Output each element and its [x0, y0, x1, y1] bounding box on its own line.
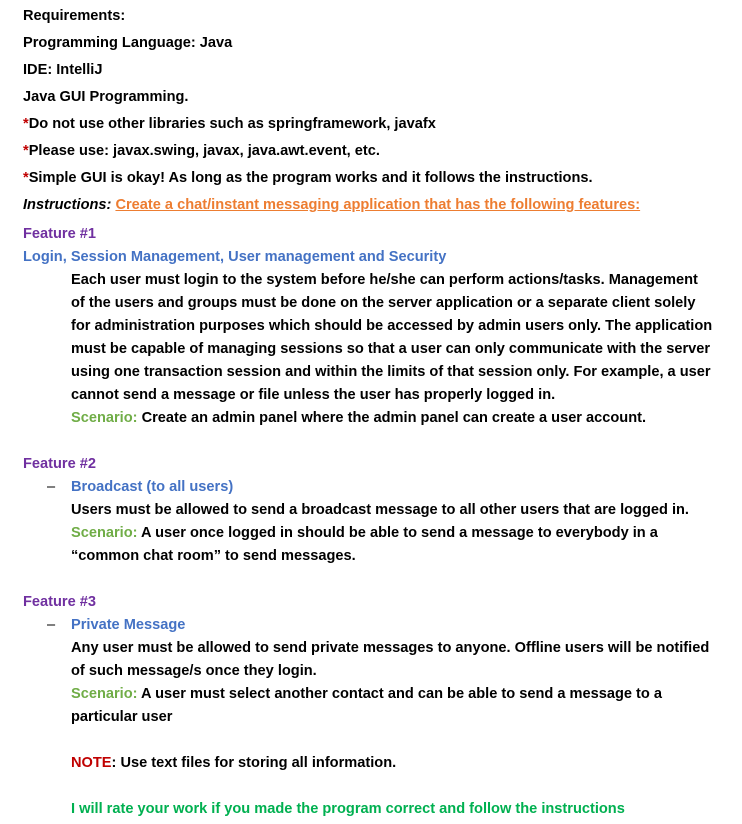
closing-note: I will rate your work if you made the program correct and follow the instructions — [71, 801, 625, 817]
feature-1-line: cannot send a message or file unless the user has properly logged in. — [71, 387, 556, 403]
bullet-dash: – — [47, 479, 56, 495]
instructions-text: Create a chat/instant messaging application that has the following features: — [115, 197, 641, 213]
scenario-label: Scenario: — [71, 686, 138, 702]
instructions-label: Instructions: — [23, 197, 112, 213]
feature-1-line: using one transaction session and within the limits of that session only. For example, a user — [71, 364, 711, 380]
note-text: : Use text files for storing all information. — [111, 755, 397, 771]
feature-3-label: Feature #3 — [23, 594, 97, 610]
feature-1-line: must be capable of managing sessions so that a user can only communicate with the server — [71, 341, 711, 357]
rule-1-text: Do not use other libraries such as springframework, javafx — [28, 116, 436, 132]
asterisk: * — [23, 143, 29, 159]
feature-2-title: Broadcast (to all users) — [71, 479, 234, 495]
rule-1 — [23, 114, 436, 134]
scenario-text: Create an admin panel where the admin panel can create a user account. — [141, 410, 647, 426]
feature-2-scenario-cont: “common chat room” to send messages. — [71, 548, 356, 564]
feature-1-line: Each user must login to the system before he/she can perform actions/tasks. Management — [71, 272, 698, 288]
rule-3-text: Simple GUI is okay! As long as the program works and it follows the instructions. — [28, 170, 593, 186]
scenario-label: Scenario: — [71, 525, 138, 541]
instructions — [23, 195, 640, 215]
feature-2-scenario — [71, 523, 658, 543]
asterisk: * — [23, 170, 29, 186]
feature-3-scenario-cont: particular user — [71, 709, 173, 725]
bullet-dash: – — [47, 617, 56, 633]
rule-2 — [23, 141, 380, 161]
requirement-gui: Java GUI Programming. — [23, 89, 189, 105]
feature-3-scenario — [71, 684, 662, 704]
note-label: NOTE — [71, 755, 112, 771]
feature-1-line: of the users and groups must be done on the server application or a separate client solely — [71, 295, 696, 311]
feature-2-label: Feature #2 — [23, 456, 97, 472]
scenario-text: A user must select another contact and can be able to send a message to a — [141, 686, 662, 702]
feature-2-line: Users must be allowed to send a broadcast message to all other users that are logged in. — [71, 502, 689, 518]
asterisk: * — [23, 116, 29, 132]
scenario-text: A user once logged in should be able to send a message to everybody in a — [141, 525, 658, 541]
requirements-heading: Requirements: — [23, 8, 126, 24]
feature-3-line: of such message/s once they login. — [71, 663, 317, 679]
scenario-label: Scenario: — [71, 410, 138, 426]
requirement-ide: IDE: IntelliJ — [23, 62, 103, 78]
feature-1-scenario — [71, 408, 646, 428]
rule-3 — [23, 168, 593, 188]
feature-1-label: Feature #1 — [23, 226, 97, 242]
feature-1-title: Login, Session Management, User management and Security — [23, 249, 447, 265]
feature-1-line: for administration purposes which should be accessed by admin users only. The application — [71, 318, 713, 334]
requirement-language: Programming Language: Java — [23, 35, 233, 51]
rule-2-text: Please use: javax.swing, javax, java.awt.event, etc. — [28, 143, 380, 159]
feature-3-line: Any user must be allowed to send private messages to anyone. Offline users will be notified — [71, 640, 710, 656]
note — [71, 753, 396, 773]
feature-3-title: Private Message — [71, 617, 186, 633]
